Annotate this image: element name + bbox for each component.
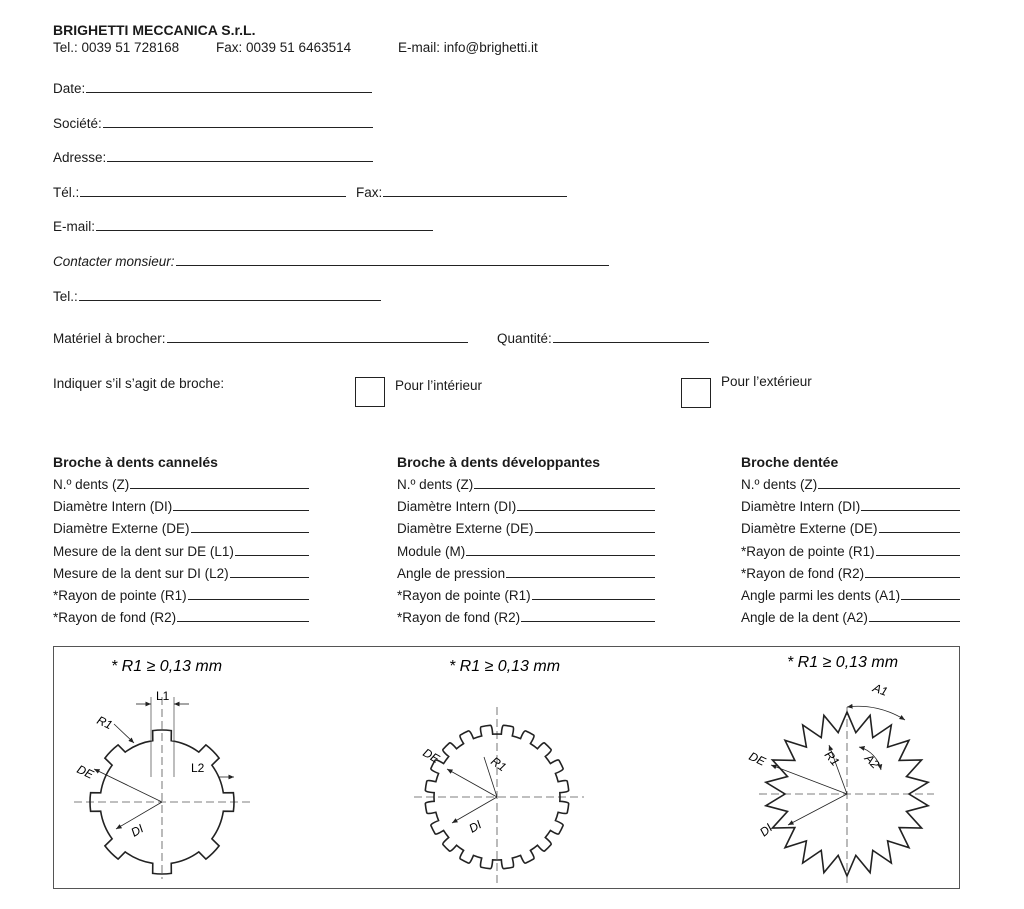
column-title-dentee: Broche dentée	[741, 454, 839, 470]
date-label: Date:	[53, 81, 86, 96]
column-title-developpante: Broche à dents développantes	[397, 454, 601, 470]
contact-field[interactable]	[53, 254, 609, 269]
label-de-2: DE	[420, 745, 442, 766]
spec-row[interactable]	[397, 499, 655, 514]
spec-label: Diamètre Intern (DI)	[741, 499, 861, 514]
label-a2: A2	[861, 751, 883, 772]
spec-label: N.º dents (Z)	[397, 477, 474, 492]
materiel-field[interactable]	[53, 331, 468, 346]
spec-label: *Rayon de fond (R2)	[741, 566, 865, 581]
diagram-box	[53, 646, 960, 889]
interieur-label: Pour l’intérieur	[395, 378, 483, 393]
spec-label: *Rayon de fond (R2)	[397, 610, 521, 625]
spec-label: Angle de pression	[397, 566, 506, 581]
exterieur-checkbox[interactable]	[681, 378, 711, 408]
spec-line[interactable]	[517, 509, 655, 511]
company-email: E-mail: info@brighetti.it	[398, 40, 538, 55]
spec-label: Diamètre Externe (DE)	[53, 521, 190, 536]
interieur-checkbox[interactable]	[355, 377, 385, 407]
spec-label: *Rayon de pointe (R1)	[741, 544, 875, 559]
spec-row[interactable]	[741, 610, 960, 625]
spec-line[interactable]	[532, 598, 655, 600]
spec-row[interactable]	[53, 544, 309, 559]
date-line[interactable]	[86, 91, 372, 93]
company-tel: Tel.: 0039 51 728168	[53, 40, 180, 55]
spec-line[interactable]	[506, 576, 655, 578]
spec-label: Diamètre Intern (DI)	[397, 499, 517, 514]
email-field[interactable]	[53, 219, 433, 234]
societe-field[interactable]	[53, 116, 373, 131]
label-l2: L2	[191, 761, 205, 775]
societe-line[interactable]	[103, 126, 373, 128]
spline-diagram	[74, 689, 250, 879]
quantite-line[interactable]	[553, 341, 709, 343]
spec-line[interactable]	[230, 576, 309, 578]
societe-label: Société:	[53, 116, 102, 131]
note-cannele: * R1 ≥ 0,13 mm	[111, 658, 223, 675]
spec-line[interactable]	[466, 554, 655, 556]
contact-line[interactable]	[176, 264, 609, 266]
spec-label: Diamètre Externe (DE)	[397, 521, 534, 536]
spec-label: Module (M)	[397, 544, 466, 559]
spec-label: Mesure de la dent sur DI (L2)	[53, 566, 229, 581]
spec-label: Mesure de la dent sur DE (L1)	[53, 544, 234, 559]
tel1-field[interactable]	[53, 185, 346, 200]
label-r1-1: R1	[94, 713, 115, 733]
spec-row[interactable]	[53, 610, 309, 625]
spec-line[interactable]	[818, 487, 960, 489]
spec-label: Angle parmi les dents (A1)	[741, 588, 901, 603]
email-label: E-mail:	[53, 219, 96, 234]
label-di-1: DI	[128, 821, 146, 840]
tel2-field[interactable]	[53, 289, 381, 304]
date-field[interactable]	[53, 81, 372, 96]
adresse-line[interactable]	[107, 160, 373, 162]
label-a1: A1	[870, 680, 890, 699]
note-dentee: * R1 ≥ 0,13 mm	[787, 654, 899, 671]
contact-label: Contacter monsieur:	[53, 254, 175, 269]
email-line[interactable]	[96, 229, 433, 231]
exterieur-label: Pour l’extérieur	[721, 374, 812, 389]
spec-row[interactable]	[397, 610, 655, 625]
spec-line[interactable]	[130, 487, 309, 489]
indiquer-label: Indiquer s’il s’agit de broche:	[53, 376, 225, 391]
spec-line[interactable]	[474, 487, 655, 489]
label-de-3: DE	[746, 749, 768, 769]
spec-line[interactable]	[535, 531, 655, 533]
spec-label: N.º dents (Z)	[53, 477, 130, 492]
spec-row[interactable]	[53, 499, 309, 514]
spec-label: *Rayon de pointe (R1)	[397, 588, 531, 603]
toothed-diagram	[747, 680, 934, 887]
spec-label: Diamètre Externe (DE)	[741, 521, 878, 536]
spec-label: N.º dents (Z)	[741, 477, 818, 492]
spec-line[interactable]	[235, 554, 309, 556]
materiel-line[interactable]	[167, 341, 468, 343]
spec-row[interactable]	[53, 477, 309, 492]
note-developpante: * R1 ≥ 0,13 mm	[449, 658, 561, 675]
spec-line[interactable]	[879, 531, 960, 533]
fax-field[interactable]	[356, 185, 567, 200]
spec-row[interactable]	[53, 521, 309, 536]
spec-line[interactable]	[173, 509, 309, 511]
spec-label: Angle de la dent (A2)	[741, 610, 868, 625]
spec-row[interactable]	[741, 588, 960, 603]
tel2-line[interactable]	[79, 299, 381, 301]
tel2-label: Tel.:	[53, 289, 78, 304]
spec-row[interactable]	[741, 521, 960, 536]
spec-row[interactable]	[53, 588, 309, 603]
adresse-label: Adresse:	[53, 150, 107, 165]
spec-line[interactable]	[865, 576, 960, 578]
label-l1: L1	[156, 689, 170, 703]
quantite-label: Quantité:	[497, 331, 552, 346]
spec-line[interactable]	[188, 598, 309, 600]
quantite-field[interactable]	[497, 331, 709, 346]
spec-line[interactable]	[521, 620, 655, 622]
label-de-1: DE	[74, 762, 96, 782]
fax-label: Fax:	[356, 185, 383, 200]
spec-label: *Rayon de fond (R2)	[53, 610, 177, 625]
company-fax: Fax: 0039 51 6463514	[216, 40, 352, 55]
spec-line[interactable]	[876, 554, 960, 556]
label-r1-3: R1	[821, 747, 843, 769]
spec-row[interactable]	[397, 588, 655, 603]
column-title-cannele: Broche à dents cannelés	[53, 454, 218, 470]
involute-diagram	[414, 707, 584, 887]
spec-row[interactable]	[741, 544, 960, 559]
spec-label: *Rayon de pointe (R1)	[53, 588, 187, 603]
broach-diagrams	[54, 647, 961, 890]
spec-row[interactable]	[397, 544, 655, 559]
spec-line[interactable]	[177, 620, 309, 622]
spec-line[interactable]	[191, 531, 309, 533]
fax-line[interactable]	[383, 195, 567, 197]
spec-row[interactable]	[53, 566, 309, 581]
spec-row[interactable]	[397, 566, 655, 581]
tel1-line[interactable]	[80, 195, 346, 197]
materiel-label: Matériel à brocher:	[53, 331, 166, 346]
spec-row[interactable]	[741, 477, 960, 492]
label-r1-2: R1	[488, 753, 509, 775]
spec-line[interactable]	[901, 598, 960, 600]
spec-row[interactable]	[741, 499, 960, 514]
spec-row[interactable]	[397, 477, 655, 492]
company-name: BRIGHETTI MECCANICA S.r.L.	[53, 22, 256, 38]
label-di-2: DI	[466, 817, 484, 836]
label-di-3: DI	[756, 820, 776, 840]
adresse-field[interactable]	[53, 150, 373, 165]
spec-row[interactable]	[397, 521, 655, 536]
spec-line[interactable]	[869, 620, 960, 622]
spec-label: Diamètre Intern (DI)	[53, 499, 173, 514]
spec-line[interactable]	[861, 509, 960, 511]
spec-row[interactable]	[741, 566, 960, 581]
tel1-label: Tél.:	[53, 185, 80, 200]
